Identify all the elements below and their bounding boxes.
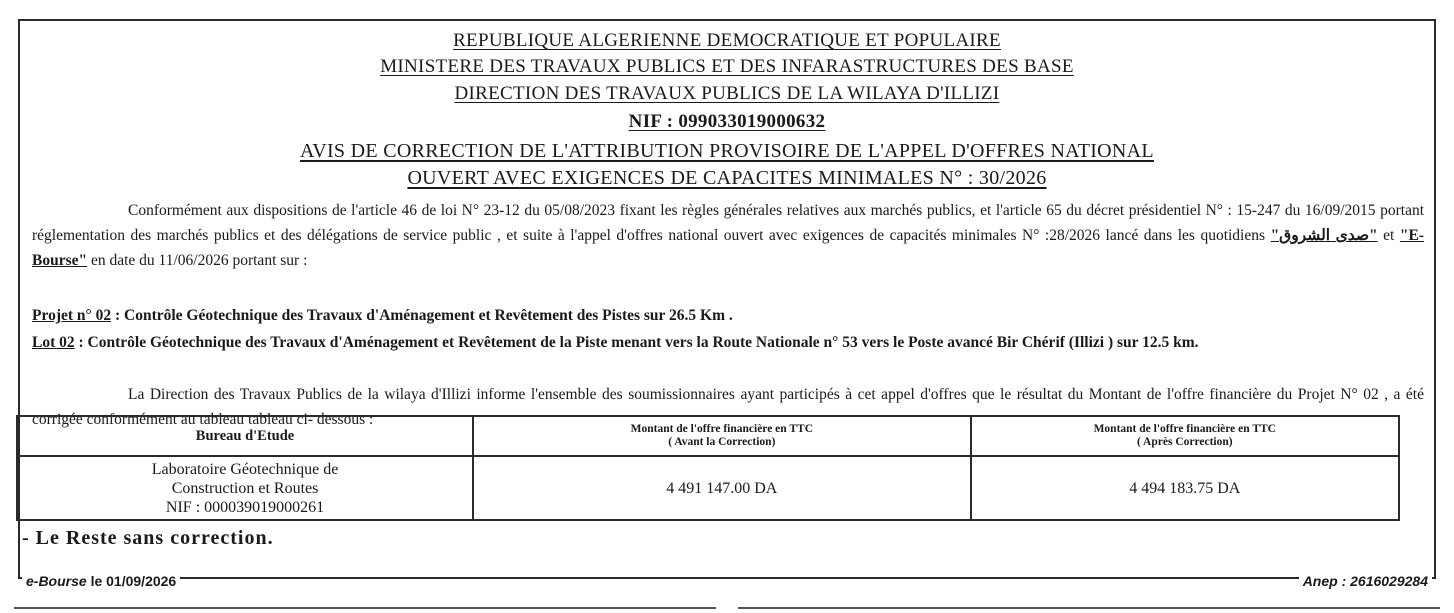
cell-avant: 4 491 147.00 DA (473, 456, 971, 520)
projet-text: : Contrôle Géotechnique des Travaux d'Aménagement et Revêtement des Pistes sur 26.5 Km . (111, 307, 733, 324)
correction-table (16, 415, 1400, 521)
cell-bureau: Laboratoire Géotechnique de Construction et Routes NIF : 000039019000261 (17, 456, 473, 520)
intro-text-2: en date du 11/06/2026 portant sur : (87, 252, 308, 269)
newspaper-arabic: "صدى الشروق" (1270, 227, 1378, 244)
projet-label: Projet n° 02 (32, 307, 112, 324)
table-header-row (17, 416, 1399, 456)
col-avant-header: Montant de l'offre financière en TTC ( Avant la Correction) (473, 416, 971, 456)
col-bureau-header: Bureau d'Etude (17, 416, 473, 456)
header-republic: REPUBLIQUE ALGERIENNE DEMOCRATIQUE ET POPULAIRE (453, 30, 1001, 51)
lot-text: : Contrôle Géotechnique des Travaux d'Aménagement et Revêtement de la Piste menant vers la Route Nationale n° 53 vers le Poste avancé Bir Chérif (Illizi ) sur 12.5 km. (74, 334, 1199, 351)
intro-and: et (1377, 227, 1400, 244)
bottom-divider-right (738, 607, 1440, 609)
col-apres-header: Montant de l'offre financière en TTC ( Après Correction) (971, 416, 1399, 456)
header-ministry: MINISTERE DES TRAVAUX PUBLICS ET DES INFARASTRUCTURES DES BASE (380, 56, 1074, 77)
header-nif: NIF : 099033019000632 (628, 111, 826, 132)
rest-note: - Le Reste sans correction. (22, 527, 274, 549)
footer-source: e-Bourse le 01/09/2026 (22, 573, 180, 589)
intro-paragraph (32, 198, 1424, 273)
lot-label: Lot 02 (32, 334, 75, 351)
intro-text-1: Conformément aux dispositions de l'article 46 de loi N° 23-12 du 05/08/2023 fixant les règles générales relatives aux marchés publics, et l'article 65 du décret présidentiel N° : 15-247 du 16/09/2015 portant réglementation des marchés publics et des délégations de service public , et suite à l'appel d'offres national ouvert avec exigences de capacités minimales N° :28/2026 lancé dans les quotidiens (32, 202, 1424, 244)
header-direction: DIRECTION DES TRAVAUX PUBLICS DE LA WILAYA D'ILLIZI (454, 83, 1000, 104)
newspaper-ebourse: "E- Bourse" (32, 227, 1424, 269)
notice-title-1: AVIS DE CORRECTION DE L'ATTRIBUTION PROVISOIRE DE L'APPEL D'OFFRES NATIONAL (300, 140, 1154, 162)
notice-title-2: OUVERT AVEC EXIGENCES DE CAPACITES MINIMALES N° : 30/2026 (407, 167, 1047, 189)
projet-line (32, 303, 1440, 328)
info-text: La Direction des Travaux Publics de la wilaya d'Illizi informe l'ensemble des soumissionnaires ayant participés à cet appel d'offres que le résultat du Montant de l'offre financière du Projet N° 02 , a été corrigée conformément au tableau tableau ci- dessous : (32, 386, 1424, 428)
lot-paragraph (32, 330, 1424, 355)
cell-apres: 4 494 183.75 DA (971, 456, 1399, 520)
table-row (17, 456, 1399, 520)
footer-anep: Anep : 2616029284 (1299, 573, 1432, 589)
bottom-divider-left (14, 607, 716, 609)
